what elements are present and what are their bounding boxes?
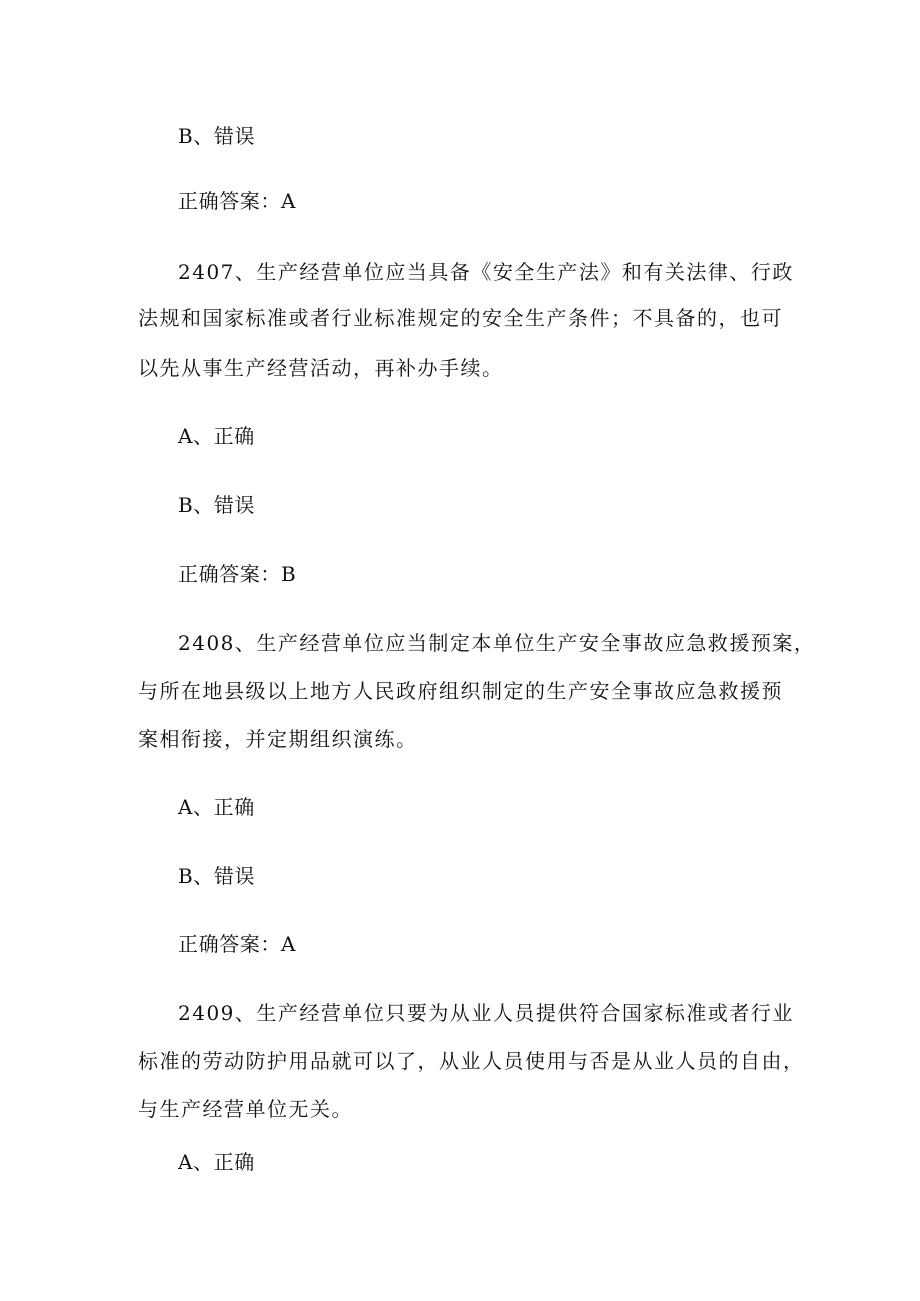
question-text-line: 以先从事生产经营活动，再补办手续。 [138, 356, 504, 380]
option-b: B、错误 [178, 124, 256, 148]
question-text-line: 与生产经营单位无关。 [138, 1097, 353, 1121]
correct-answer: 正确答案：B [178, 562, 297, 586]
question-text-line: 法规和国家标准或者行业标准规定的安全生产条件；不具备的，也可 [138, 306, 783, 330]
option-a: A、正确 [178, 424, 255, 448]
question-text-line: 2409、生产经营单位只要为从业人员提供符合国家标准或者行业 [178, 1001, 794, 1025]
option-b: B、错误 [178, 864, 256, 888]
question-text-line: 与所在地县级以上地方人民政府组织制定的生产安全事故应急救援预 [138, 679, 783, 703]
question-text-line: 2407、生产经营单位应当具备《安全生产法》和有关法律、行政 [178, 260, 794, 284]
option-b: B、错误 [178, 493, 256, 517]
question-text-line: 案相衔接，并定期组织演练。 [138, 727, 418, 751]
question-text-line: 标准的劳动防护用品就可以了，从业人员使用与否是从业人员的自由， [138, 1049, 805, 1073]
option-a: A、正确 [178, 795, 255, 819]
correct-answer: 正确答案：A [178, 932, 297, 956]
question-text-line: 2408、生产经营单位应当制定本单位生产安全事故应急救援预案， [178, 631, 816, 655]
correct-answer: 正确答案：A [178, 189, 297, 213]
option-a: A、正确 [178, 1150, 255, 1174]
